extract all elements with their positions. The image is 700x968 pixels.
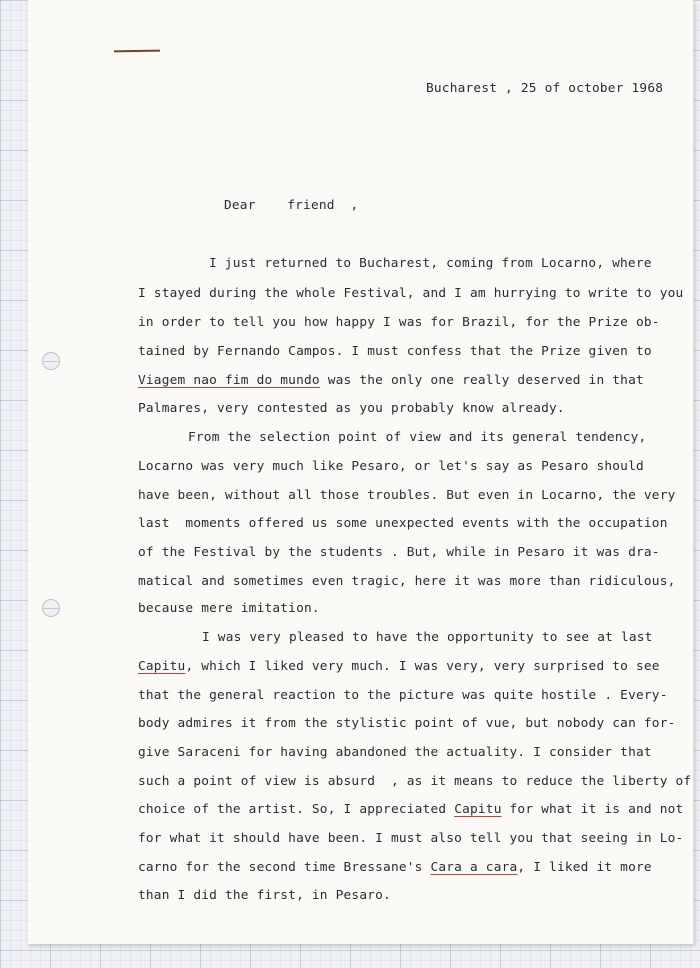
body-line: matical and sometimes even tragic, here it was more than ridiculous, [138, 574, 676, 589]
body-line: Locarno was very much like Pesaro, or let's say as Pesaro should [138, 459, 644, 474]
body-line: give Saraceni for having abandoned the actuality. I consider that [138, 745, 652, 760]
body-line: such a point of view is absurd , as it means to reduce the liberty of [138, 774, 692, 789]
body-line: body admires it from the stylistic point of vue, but nobody can for- [138, 716, 676, 731]
body-line: tained by Fernando Campos. I must confess that the Prize given to [138, 344, 652, 359]
pen-stroke-mark [114, 50, 160, 53]
film-title-underlined: Capitu [454, 802, 502, 817]
body-line: I stayed during the whole Festival, and I am hurrying to write to you [138, 286, 684, 301]
body-line: because mere imitation. [138, 601, 320, 616]
body-line: of the Festival by the students . But, while in Pesaro it was dra- [138, 545, 660, 560]
salutation: Dear friend , [224, 198, 359, 213]
letter-page [28, 0, 694, 944]
film-title-underlined: Viagem nao fim do mundo [138, 373, 320, 388]
body-line: for what it should have been. I must also tell you that seeing in Lo- [138, 831, 684, 846]
body-line: I was very pleased to have the opportunity to see at last [202, 630, 653, 645]
body-line: Palmares, very contested as you probably know already. [138, 401, 565, 416]
body-line: Viagem nao fim do mundo was the only one really deserved in that [138, 373, 644, 388]
body-line: than I did the first, in Pesaro. [138, 888, 391, 903]
body-line: in order to tell you how happy I was for Brazil, for the Prize ob- [138, 315, 660, 330]
punch-hole-bottom [42, 599, 60, 617]
film-title-underlined: Capitu [138, 659, 186, 674]
body-line: that the general reaction to the picture was quite hostile . Every- [138, 688, 668, 703]
body-line: carno for the second time Bressane's Cara a cara, I liked it more [138, 860, 652, 875]
body-line: From the selection point of view and its general tendency, [188, 430, 647, 445]
dateline: Bucharest , 25 of october 1968 [426, 81, 664, 96]
body-line: have been, without all those troubles. But even in Locarno, the very [138, 488, 676, 503]
film-title-underlined: Cara a cara [430, 860, 518, 875]
punch-hole-top [42, 352, 60, 370]
body-line: Capitu, which I liked very much. I was very, very surprised to see [138, 659, 660, 674]
body-line: choice of the artist. So, I appreciated Capitu for what it is and not [138, 802, 684, 817]
body-line: last moments offered us some unexpected events with the occupation [138, 516, 668, 531]
body-line: I just returned to Bucharest, coming from Locarno, where [209, 256, 652, 271]
